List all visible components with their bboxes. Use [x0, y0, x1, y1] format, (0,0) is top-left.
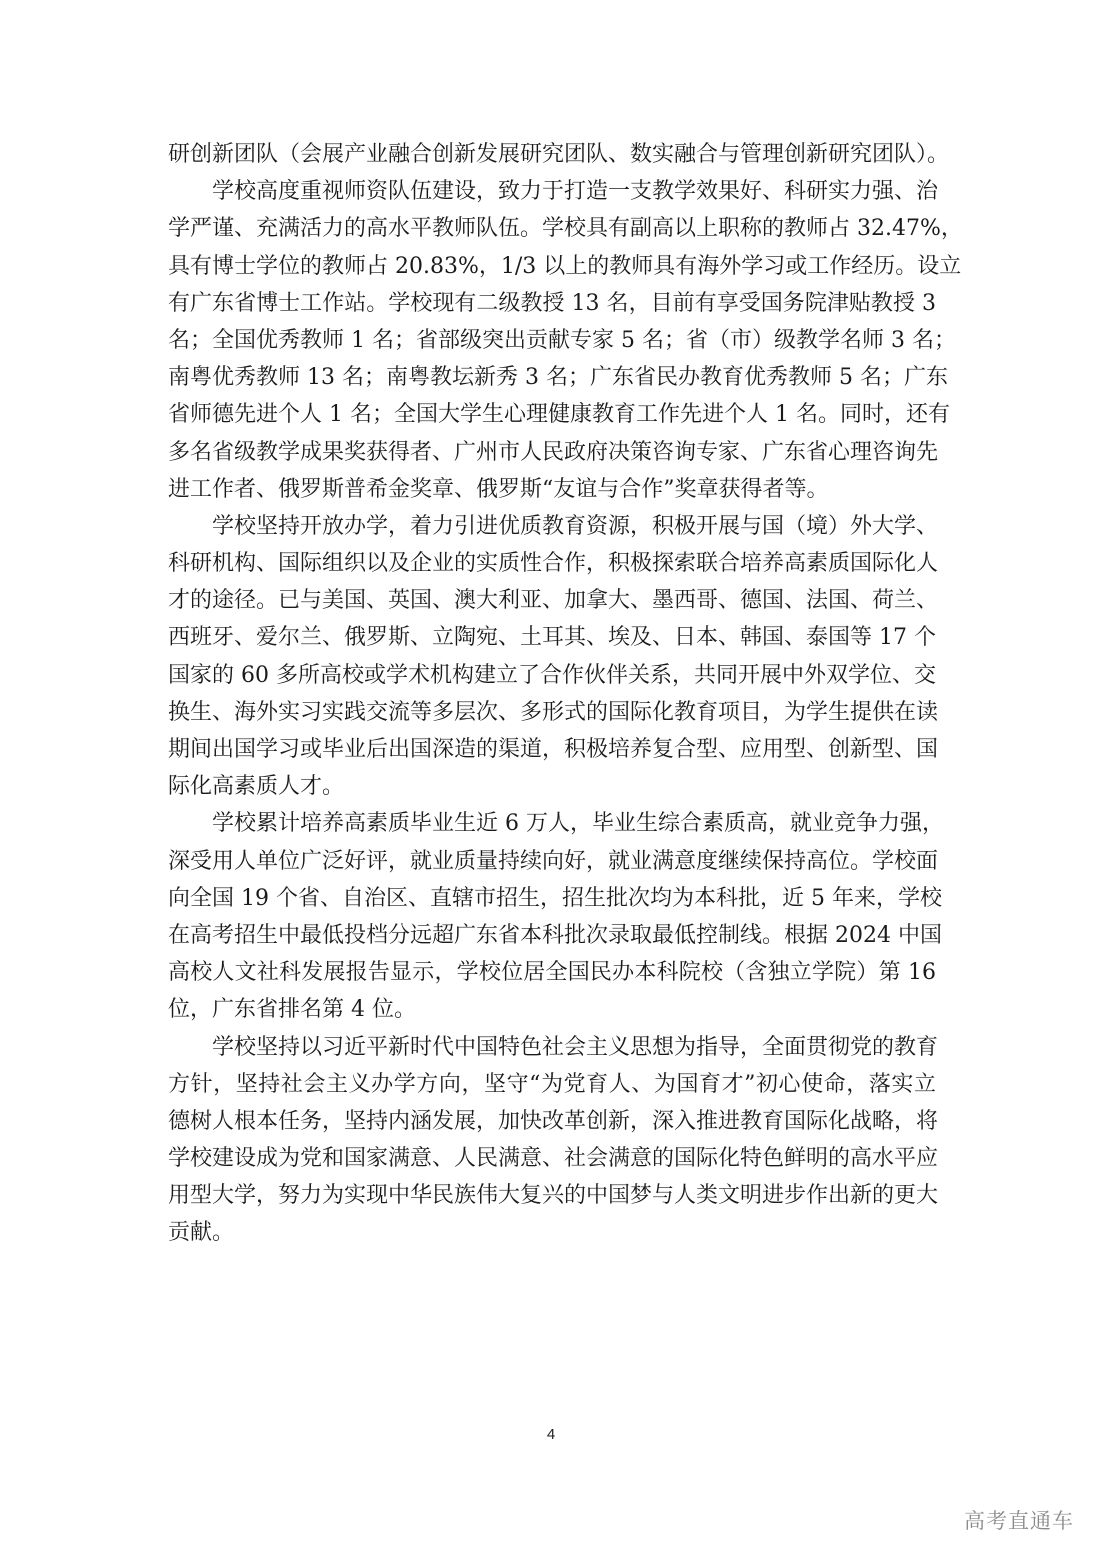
text-line: 深受用人单位广泛好评，就业质量持续向好，就业满意度继续保持高位。学校面	[168, 848, 939, 874]
text-line: 进工作者、俄罗斯普希金奖章、俄罗斯“友谊与合作”奖章获得者等。	[168, 476, 829, 502]
text-line: 际化高素质人才。	[168, 774, 345, 800]
text-line: 学校高度重视师资队伍建设，致力于打造一支教学效果好、科研实力强、治	[212, 179, 939, 205]
text-line: 名；全国优秀教师 1 名；省部级突出贡献专家 5 名；省（市）级教学名师 3 名；	[168, 327, 956, 353]
text-line: 高校人文社科发展报告显示，学校位居全国民办本科院校（含独立学院）第 16	[168, 960, 936, 986]
text-line: 南粤优秀教师 13 名；南粤教坛新秀 3 名；广东省民办教育优秀教师 5 名；广东	[168, 365, 948, 391]
text-line: 多名省级教学成果奖获得者、广州市人民政府决策咨询专家、广东省心理咨询先	[168, 439, 939, 465]
paragraph	[168, 1029, 939, 1252]
text-line: 学严谨、充满活力的高水平教师队伍。学校具有副高以上职称的教师占 32.47%，	[168, 216, 963, 242]
text-line: 研创新团队（会展产业融合创新发展研究团队、数实融合与管理创新研究团队）。	[168, 142, 950, 167]
text-line: 学校建设成为党和国家满意、人民满意、社会满意的国际化特色鲜明的高水平应	[168, 1146, 939, 1172]
paragraph	[168, 805, 944, 1028]
text-line: 方针，坚持社会主义办学方向，坚守“为党育人、为国育才”初心使命，落实立	[168, 1071, 936, 1097]
paragraph	[168, 136, 950, 173]
text-line: 才的途径。已与美国、英国、澳大利亚、加拿大、墨西哥、德国、法国、荷兰、	[168, 588, 939, 614]
text-line: 向全国 19 个省、自治区、直辖市招生，招生批次均为本科批，近 5 年来，学校	[168, 885, 942, 911]
document-body	[168, 136, 963, 1252]
paragraph	[168, 508, 939, 806]
text-line: 用型大学，努力为实现中华民族伟大复兴的中国梦与人类文明进步作出新的更大	[168, 1183, 939, 1209]
page-number: 4	[546, 1426, 556, 1443]
paragraph	[168, 173, 963, 508]
text-line: 在高考招生中最低投档分远超广东省本科批次录取最低控制线。根据 2024 中国	[168, 922, 942, 948]
text-line: 期间出国学习或毕业后出国深造的渠道，积极培养复合型、应用型、创新型、国	[168, 737, 939, 762]
text-line: 省师德先进个人 1 名；全国大学生心理健康教育工作先进个人 1 名。同时，还有	[168, 402, 950, 428]
text-line: 学校坚持以习近平新时代中国特色社会主义思想为指导，全面贯彻党的教育	[212, 1034, 939, 1060]
text-line: 西班牙、爱尔兰、俄罗斯、立陶宛、土耳其、埃及、日本、韩国、泰国等 17 个	[168, 625, 936, 651]
watermark: 高考直通车	[964, 1509, 1074, 1533]
text-line: 具有博士学位的教师占 20.83%，1/3 以上的教师具有海外学习或工作经历。设立	[168, 253, 962, 279]
text-line: 有广东省博士工作站。学校现有二级教授 13 名，目前有享受国务院津贴教授 3	[168, 290, 936, 316]
text-line: 学校累计培养高素质毕业生近 6 万人，毕业生综合素质高，就业竞争力强，	[212, 811, 944, 837]
text-line: 学校坚持开放办学，着力引进优质教育资源，积极开展与国（境）外大学、	[212, 513, 939, 539]
text-line: 科研机构、国际组织以及企业的实质性合作，积极探索联合培养高素质国际化人	[168, 551, 939, 577]
text-line: 国家的 60 多所高校或学术机构建立了合作伙伴关系，共同开展中外双学位、交	[168, 662, 936, 688]
text-line: 德树人根本任务，坚持内涵发展，加快改革创新，深入推进教育国际化战略，将	[168, 1108, 939, 1134]
text-line: 位，广东省排名第 4 位。	[168, 997, 416, 1023]
text-line: 换生、海外实习实践交流等多层次、多形式的国际化教育项目，为学生提供在读	[168, 699, 939, 725]
text-line: 贡献。	[168, 1220, 235, 1246]
